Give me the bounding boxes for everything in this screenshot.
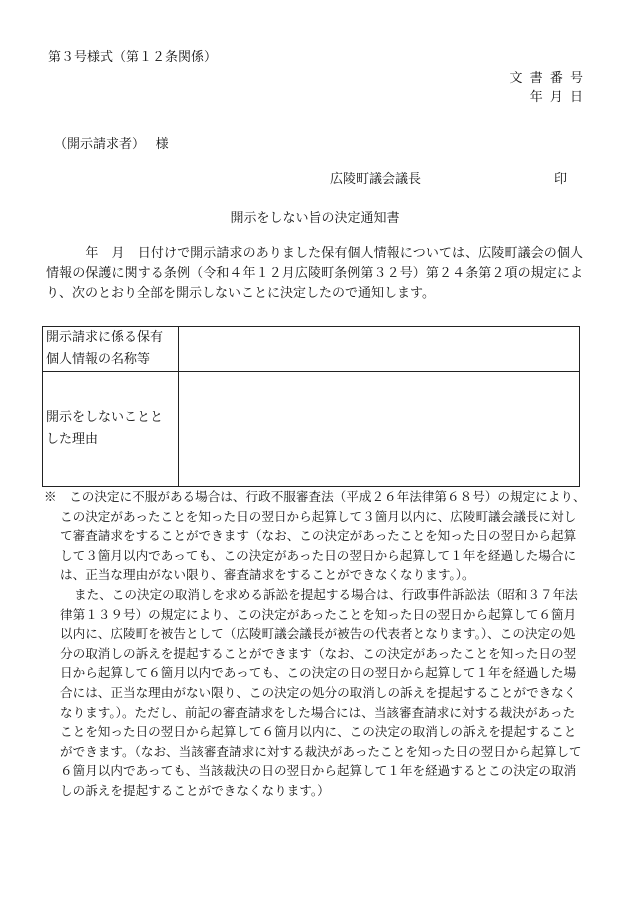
decision-table [42, 326, 580, 487]
document-meta [509, 69, 591, 107]
table-row [43, 372, 580, 487]
table-value-info-name [179, 327, 580, 372]
note-lawsuit: また、この決定の取消しを求める訴訟を提起する場合は、行政事件訴訟法（昭和３７年法律第１３９号）の規定により、この決定があったことを知った日の翌日から起算して６箇月以内に、広陵町を被告として（広陵町議会議長が被告の代表者となります。）、この決定の処分の取消しの訴えを提起することができます（なお、この決定があったことを知った日の翌日から起算して６箇月以内であっても、この決定の日の翌日から起算して１年を経過した場合には、正当な理由がない限り、この決定の処分の取消しの訴えを提起することができなくなります。）。ただし、前記の審査請求をした場合には、当該審査請求に対する裁決があったことを知った日の翌日から起算して６箇月以内に、この決定の取消しの訴えを提起することができます。（なお、当該審査請求に対する裁決があったことを知った日の翌日から起算して６箇月以内であっても、当該裁決の日の翌日から起算して１年を経過するとこの決定の取消しの訴えを提起することができなくなります。） [60, 586, 582, 798]
document-title: 開示をしない旨の決定通知書 [230, 211, 400, 226]
notes-section [46, 487, 586, 801]
table-value-reason [179, 372, 580, 487]
table-row [43, 327, 580, 372]
document-number: 文書番号 [509, 71, 591, 86]
table-label-reason: 開示をしないこととした理由 [43, 372, 179, 487]
seal-mark: 印 [554, 172, 568, 187]
requester-addressee: （開示請求者） 様 [54, 137, 169, 152]
note-appeal: ※ この決定に不服がある場合は、行政不服審査法（平成２６年法律第６８号）の規定により、この決定があったことを知った日の翌日から起算して３箇月以内に、広陵町議会議長に対して審査請求をすることができます（なお、この決定があったことを知った日の翌日から起算して３箇月以内であっても、この決定があった日の翌日から起算して１年を経過した場合には、正当な理由がない限り、審査請求をすることができなくなります。）。 [44, 489, 586, 583]
document-date: 年月日 [529, 90, 591, 105]
notice-body: 年 月 日付けで開示請求のありました保有個人情報については、広陵町議会の個人情報の保護に関する条例（令和４年１２月広陵町条例第３２号）第２４条第２項の規定により、次のとおり全部を開示しないことに決定したので通知します。 [46, 246, 583, 301]
table-label-info-name: 開示請求に係る保有個人情報の名称等 [43, 327, 179, 372]
sender-name: 広陵町議会議長 [330, 172, 422, 187]
form-number: 第３号様式（第１２条関係） [48, 50, 218, 65]
